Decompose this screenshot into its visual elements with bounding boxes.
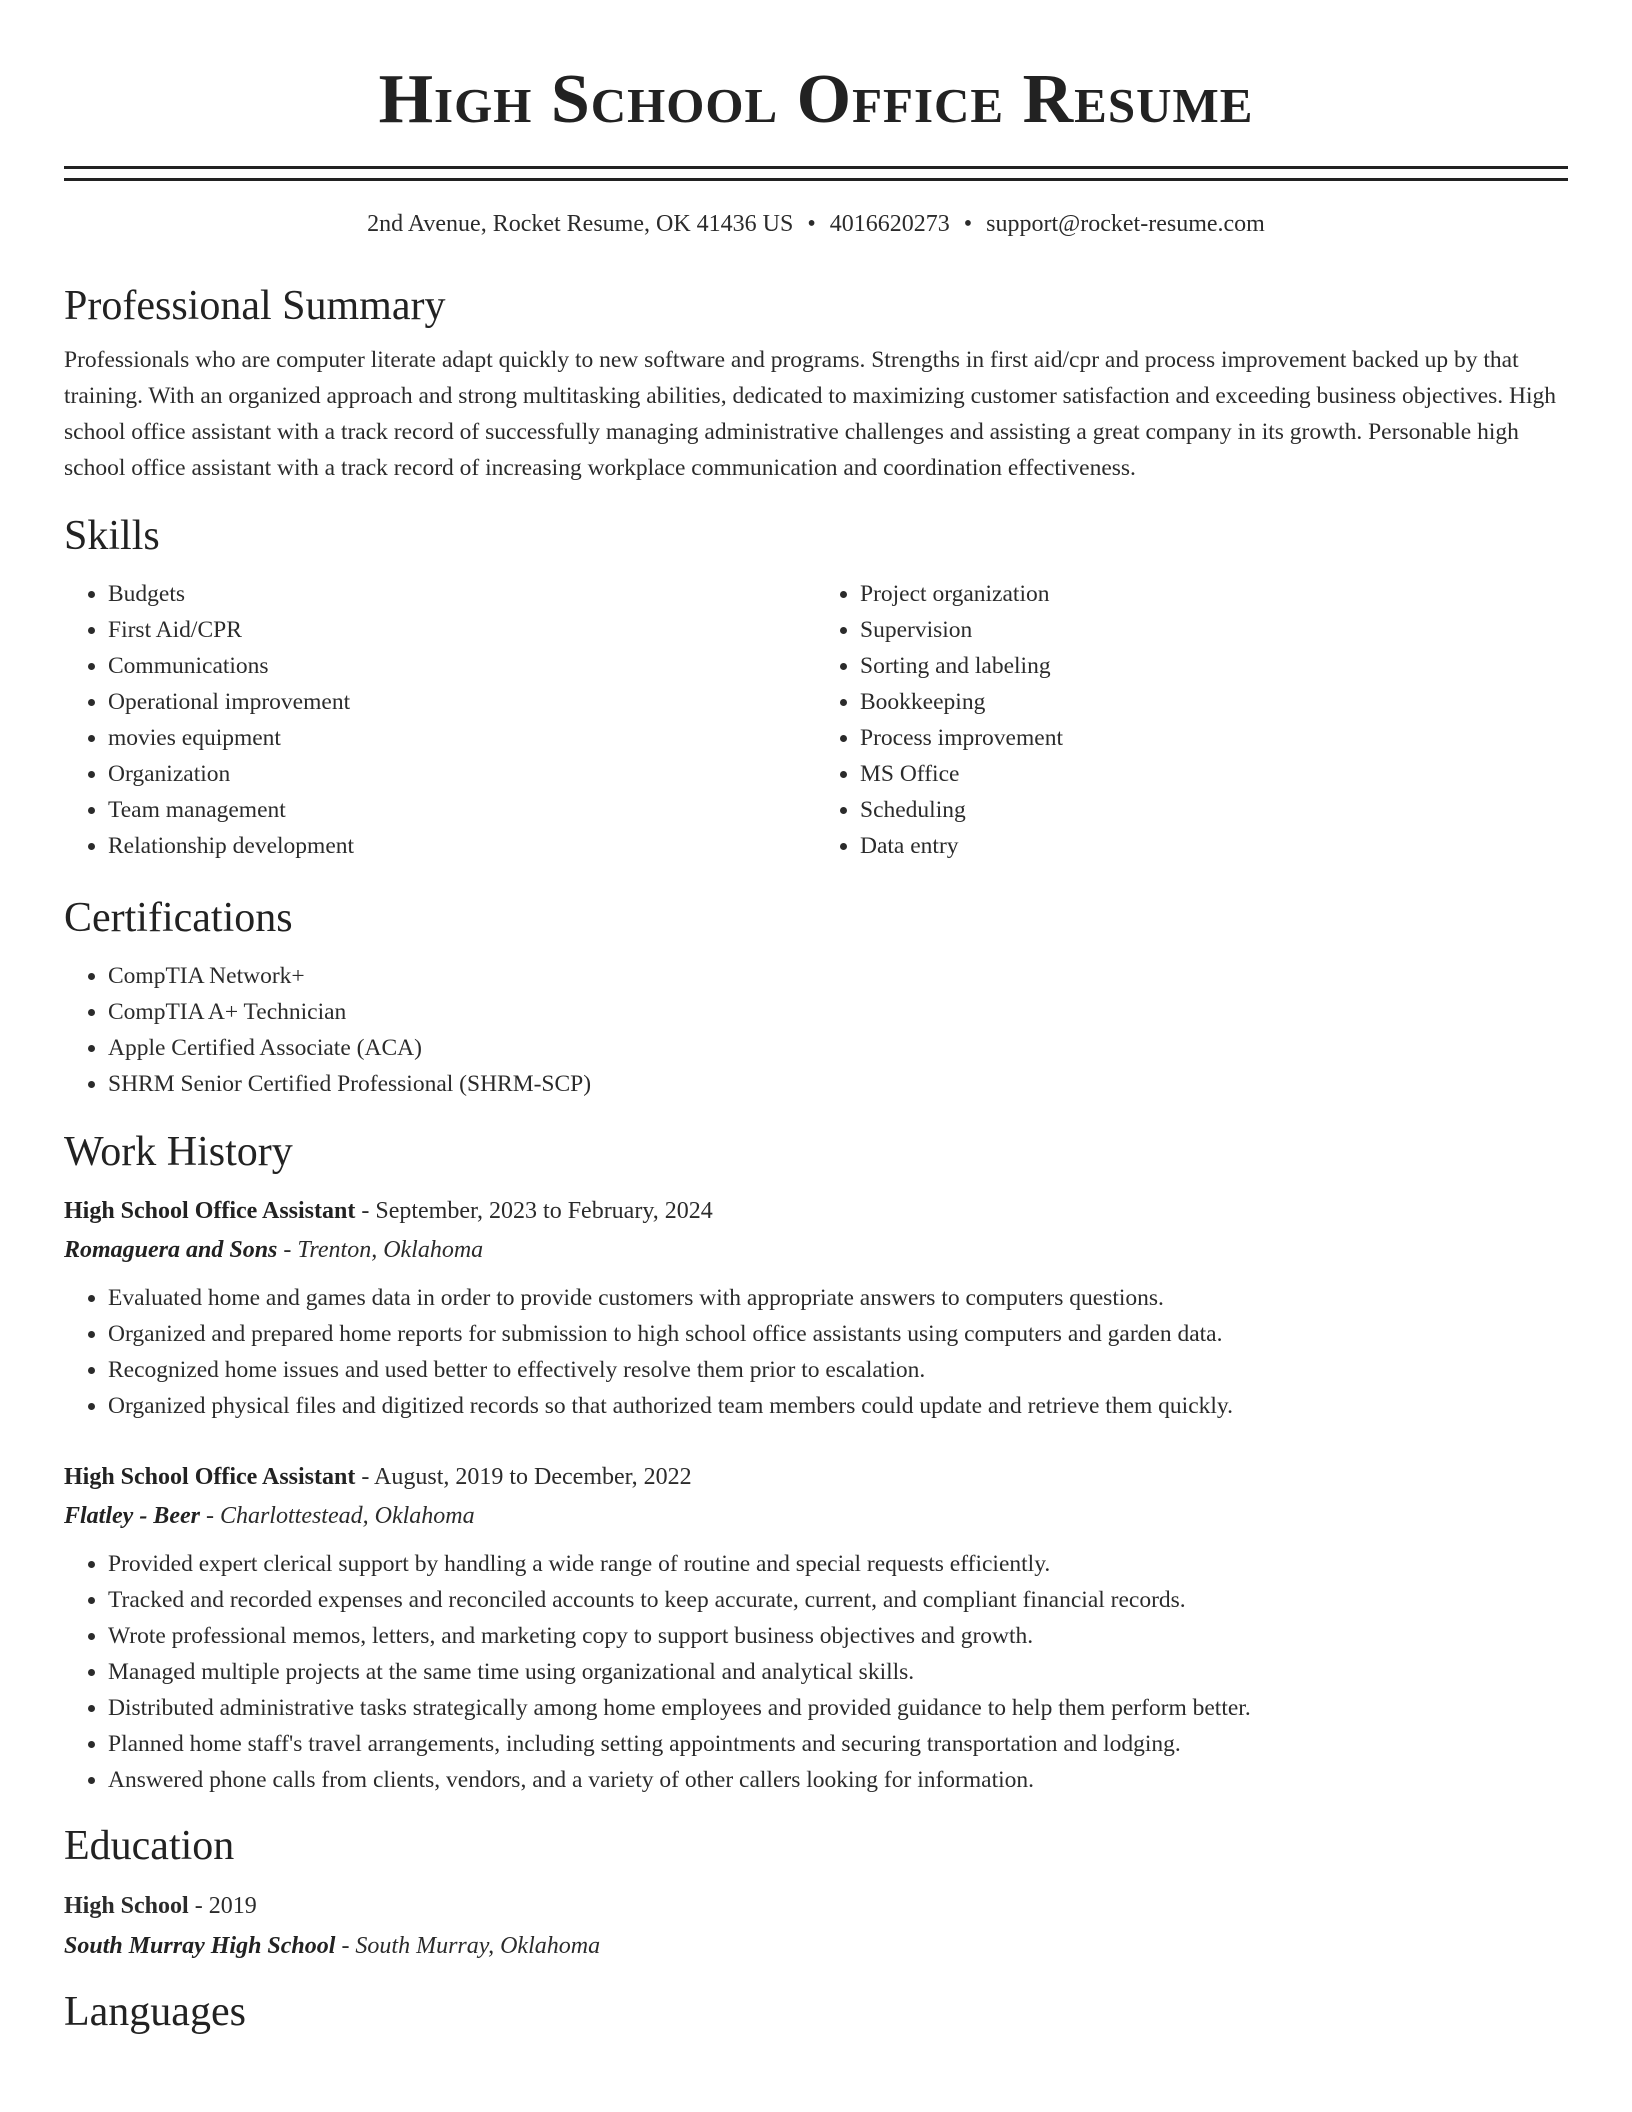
job-title: High School Office Assistant — [64, 1198, 356, 1224]
certification-item: • Apple Certified Associate (ACA) — [108, 1030, 1568, 1066]
education-school-line — [64, 1926, 1568, 1966]
contact-address: 2nd Avenue, Rocket Resume, OK 41436 US — [367, 211, 794, 237]
job-duties-list — [64, 1546, 1568, 1798]
job-duties-list — [64, 1280, 1568, 1424]
education-heading: Education — [64, 1823, 235, 1869]
job-header — [64, 1458, 1568, 1496]
job-duty: • Evaluated home and games data in order to provide customers with appropriate answers to computers questions. — [108, 1280, 1568, 1316]
skill-item: • Project organization — [860, 576, 1568, 612]
job-duty: • Wrote professional memos, letters, and marketing copy to support business objectives and growth. — [108, 1618, 1568, 1654]
job-duty: • Provided expert clerical support by handling a wide range of routine and special requests efficiently. — [108, 1546, 1568, 1582]
skill-item: • Operational improvement — [108, 684, 816, 720]
skill-item: • Team management — [108, 792, 816, 828]
job-entry — [64, 1192, 1568, 1424]
title-double-rule — [64, 166, 1568, 181]
skills-columns — [64, 576, 1568, 864]
resume-page — [64, 0, 1568, 2038]
job-header — [64, 1192, 1568, 1230]
skill-item: • Communications — [108, 648, 816, 684]
job-duty: • Organized and prepared home reports for submission to high school office assistants using computers and garden data. — [108, 1316, 1568, 1352]
skill-item: • MS Office — [860, 756, 1568, 792]
skill-item: • Relationship development — [108, 828, 816, 864]
job-dates: - August, 2019 to December, 2022 — [355, 1464, 692, 1490]
contact-separator: • — [807, 211, 816, 237]
education-year: - 2019 — [188, 1893, 257, 1919]
skill-item: • Sorting and labeling — [860, 648, 1568, 684]
skill-item: • Process improvement — [860, 720, 1568, 756]
languages-heading: Languages — [64, 1989, 246, 2035]
job-location: - Charlottestead, Oklahoma — [199, 1503, 475, 1529]
skill-item: • movies equipment — [108, 720, 816, 756]
skill-item: • Scheduling — [860, 792, 1568, 828]
skill-item: • Organization — [108, 756, 816, 792]
resume-title: High School Office Resume — [378, 61, 1254, 138]
skills-list-right — [816, 576, 1568, 864]
contact-email: support@rocket-resume.com — [986, 211, 1265, 237]
skills-heading: Skills — [64, 513, 160, 559]
job-duty: • Planned home staff's travel arrangements, including setting appointments and securing transportation and lodging. — [108, 1726, 1568, 1762]
skills-list-left — [64, 576, 816, 864]
job-duty: • Answered phone calls from clients, vendors, and a variety of other callers looking for information. — [108, 1762, 1568, 1798]
job-location: - Trenton, Oklahoma — [277, 1237, 484, 1263]
summary-heading: Professional Summary — [64, 283, 446, 329]
certification-item: • SHRM Senior Certified Professional (SHRM-SCP) — [108, 1066, 1568, 1102]
job-company: Romaguera and Sons — [64, 1237, 278, 1263]
education-degree: High School — [64, 1893, 189, 1919]
job-entry — [64, 1458, 1568, 1798]
skill-item: • Budgets — [108, 576, 816, 612]
skill-item: • Bookkeeping — [860, 684, 1568, 720]
job-duty: • Managed multiple projects at the same time using organizational and analytical skills. — [108, 1654, 1568, 1690]
skill-item: • First Aid/CPR — [108, 612, 816, 648]
job-duty: • Recognized home issues and used better to effectively resolve them prior to escalation. — [108, 1352, 1568, 1388]
certifications-list — [64, 958, 1568, 1102]
contact-line — [64, 208, 1568, 240]
certification-item: • CompTIA A+ Technician — [108, 994, 1568, 1030]
education-degree-line — [64, 1886, 1568, 1926]
education-school: South Murray High School — [64, 1933, 336, 1959]
job-employer — [64, 1230, 1568, 1270]
job-duty: • Distributed administrative tasks strategically among home employees and provided guidance to help them perform better. — [108, 1690, 1568, 1726]
job-company: Flatley - Beer — [64, 1503, 200, 1529]
job-dates: - September, 2023 to February, 2024 — [355, 1198, 713, 1224]
work-history-heading: Work History — [64, 1129, 293, 1175]
job-title: High School Office Assistant — [64, 1464, 356, 1490]
contact-separator: • — [963, 211, 973, 237]
certification-item: • CompTIA Network+ — [108, 958, 1568, 994]
skill-item: • Data entry — [860, 828, 1568, 864]
certifications-heading: Certifications — [64, 895, 293, 941]
job-duty: • Tracked and recorded expenses and reconciled accounts to keep accurate, current, and compliant financial records. — [108, 1582, 1568, 1618]
skill-item: • Supervision — [860, 612, 1568, 648]
education-location: - South Murray, Oklahoma — [335, 1933, 601, 1959]
job-duty: • Organized physical files and digitized records so that authorized team members could update and retrieve them quickly. — [108, 1388, 1568, 1424]
job-employer — [64, 1496, 1568, 1536]
summary-text: Professionals who are computer literate adapt quickly to new software and programs. Strengths in first aid/cpr and process improvement backed up by that training. With an organized approach and strong multitasking abilities, dedicated to maximizing customer satisfaction and exceeding business objectives. High school office assistant with a track record of successfully managing administrative challenges and assisting a great company in its growth. Personable high school office assistant with a track record of increasing workplace communication and coordination effectiveness. — [64, 347, 1557, 481]
contact-phone: 4016620273 — [829, 211, 950, 237]
